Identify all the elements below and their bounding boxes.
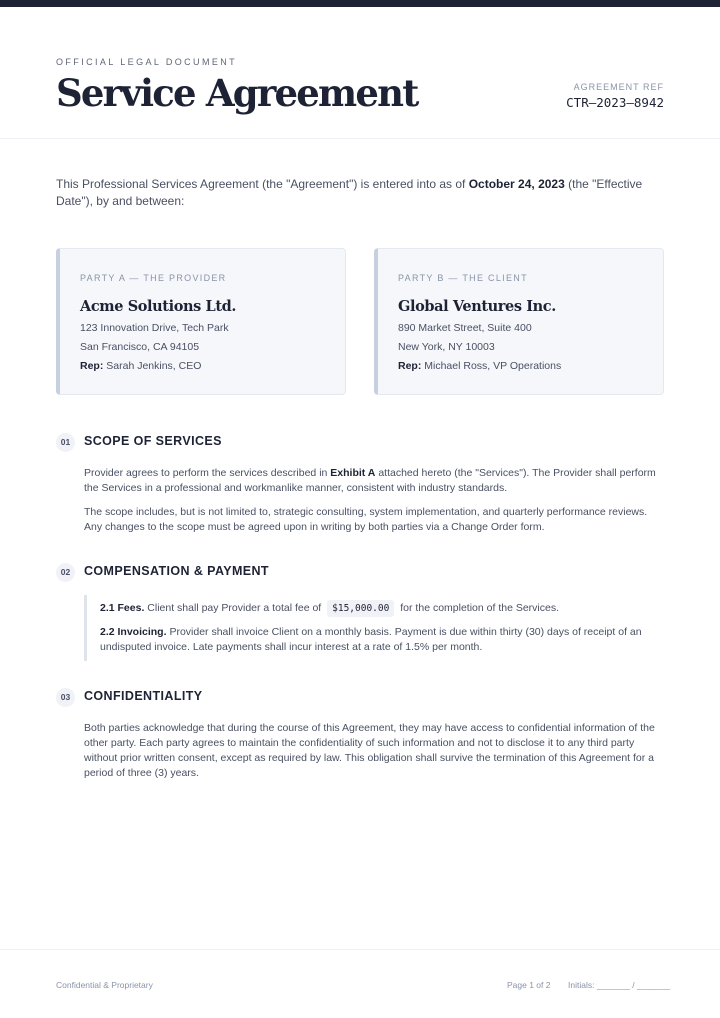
clause-label: 2.2 Invoicing. xyxy=(100,626,167,638)
document-footer xyxy=(0,949,720,1018)
compensation-clauses xyxy=(84,595,664,661)
effective-date: October 24, 2023 xyxy=(468,177,565,191)
rep-value: Michael Ross, VP Operations xyxy=(421,360,562,372)
party-representative xyxy=(80,360,201,372)
rep-label: Rep: xyxy=(398,360,422,372)
party-representative xyxy=(398,360,561,372)
initials-field: Initials: _______ / _______ xyxy=(568,980,671,990)
page-title: Service Agreement xyxy=(56,71,418,115)
fee-amount: $15,000.00 xyxy=(327,600,394,617)
section-number-badge: 01 xyxy=(56,433,75,452)
section-title-compensation: COMPENSATION & PAYMENT xyxy=(84,564,269,578)
scope-text-post: attached hereto (the "Services"). The Provider shall perform the Services in a professional and workmanlike manner, consistent with industry standards. xyxy=(84,467,656,494)
party-address-line-1: 123 Innovation Drive, Tech Park xyxy=(80,322,229,334)
agreement-ref-value: CTR–2023–8942 xyxy=(566,95,664,110)
party-name: Acme Solutions Ltd. xyxy=(80,298,236,315)
rep-label: Rep: xyxy=(80,360,104,372)
document-eyebrow: OFFICIAL LEGAL DOCUMENT xyxy=(56,57,238,67)
clause-invoicing xyxy=(100,625,666,655)
section-number-badge: 03 xyxy=(56,688,75,707)
scope-paragraph-1 xyxy=(84,466,664,496)
intro-text-post: (the "Effective Date"), by and between: xyxy=(56,177,643,208)
clause-text: Client shall pay Provider a total fee of xyxy=(144,602,325,614)
party-address-line-2: San Francisco, CA 94105 xyxy=(80,341,200,353)
confidentiality-paragraph: Both parties acknowledge that during the course of this Agreement, they may have access to confidential information of the other party. Each party agrees to maintain the confidentiality of such information and not to disclose it to any third party without prior written consent, except as required by law. This obligation shall survive the termination of this Agreement for a period of three (3) years. xyxy=(84,722,655,779)
party-b-card xyxy=(374,248,664,395)
clause-text: for the completion of the Services. xyxy=(397,602,560,614)
intro-paragraph xyxy=(56,176,666,210)
document-header xyxy=(0,7,720,139)
section-title-confidentiality: CONFIDENTIALITY xyxy=(84,689,203,703)
rep-value: Sarah Jenkins, CEO xyxy=(103,360,202,372)
clause-text: Provider shall invoice Client on a monthly basis. Payment is due within thirty (30) days of receipt of an undisputed invoice. Late payments shall incur interest at a rate of 1.5% per month. xyxy=(100,626,642,653)
intro-text-pre: This Professional Services Agreement (the "Agreement") is entered into as of xyxy=(56,177,469,191)
footer-confidential-note: Confidential & Proprietary xyxy=(56,980,153,990)
section-title-scope: SCOPE OF SERVICES xyxy=(84,434,222,448)
party-a-card xyxy=(56,248,346,395)
clause-label: 2.1 Fees. xyxy=(100,602,145,614)
scope-text-pre: Provider agrees to perform the services described in xyxy=(84,467,331,479)
exhibit-reference: Exhibit A xyxy=(330,467,376,479)
party-name: Global Ventures Inc. xyxy=(398,298,556,315)
agreement-ref-label: AGREEMENT REF xyxy=(573,82,664,92)
clause-fees xyxy=(100,600,666,617)
top-accent-bar xyxy=(0,0,720,7)
party-address-line-2: New York, NY 10003 xyxy=(398,341,495,353)
scope-paragraph-2: The scope includes, but is not limited to, strategic consulting, system implementation, and quarterly performance reviews. Any changes to the scope must be agreed upon in writing by both parties via a Change Order form. xyxy=(84,506,648,533)
page-number: Page 1 of 2 xyxy=(507,980,551,990)
party-address-line-1: 890 Market Street, Suite 400 xyxy=(398,322,532,334)
party-label: PARTY B — THE CLIENT xyxy=(398,273,528,283)
party-label: PARTY A — THE PROVIDER xyxy=(80,273,227,283)
section-number-badge: 02 xyxy=(56,563,75,582)
